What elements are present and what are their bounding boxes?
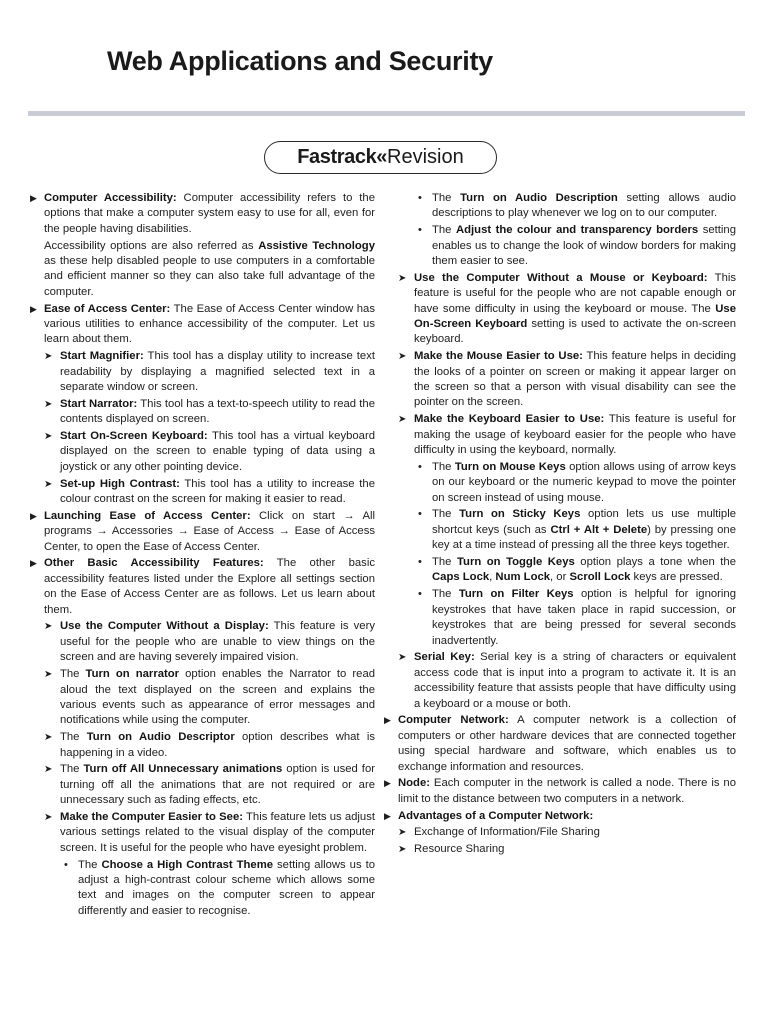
bold-term: Node: <box>398 777 431 790</box>
bold-term: Make the Keyboard Easier to Use: <box>414 413 605 426</box>
body-text: Accessibility options are also referred as <box>44 239 259 252</box>
body-text: Serial key is a string of characters or equivalent access code that is input into a program to activate it. It is an accessibility feature that assists people that have difficulty using a keyboard or a mouse or both. <box>414 651 737 710</box>
list-item <box>30 730 375 761</box>
bold-term: Use On-Screen Keyboard <box>414 302 736 331</box>
bold-term: Launching Ease of Access Center: <box>44 509 251 522</box>
bold-term: Adjust the colour and transparency borders <box>455 224 699 237</box>
body-text: This feature lets us adjust various settings related to the visual display of the computer screen. It is useful for the people who have eyesight problem. <box>60 810 375 854</box>
list-item <box>384 776 736 807</box>
body-text: option plays a tone when the <box>574 556 736 569</box>
body-text: The <box>60 763 84 776</box>
list-item <box>384 191 736 222</box>
bold-term: Caps Lock <box>432 571 490 584</box>
list-item <box>384 713 736 775</box>
chevron-bullet-icon: ➤ <box>44 811 53 823</box>
badge-label: Revision <box>387 146 464 168</box>
body-text: The <box>432 508 460 521</box>
bold-term: Turn on Filter Keys <box>458 588 574 601</box>
list-item <box>30 556 375 618</box>
bold-term: Scroll Lock <box>569 571 631 584</box>
dot-bullet-icon: • <box>418 224 422 237</box>
list-item <box>30 397 375 428</box>
bold-term: Make the Computer Easier to See: <box>60 810 244 823</box>
body-text: Exchange of Information/File Sharing <box>414 826 600 839</box>
body-text: This feature is very useful for the people who are unable to view things on the screen and are having severely impaired vision. <box>60 620 375 664</box>
body-text: option enables the Narrator to read aloud the text displayed on the screen and explains the various events such as appearance of error messages and notifications while using the computer. <box>60 668 376 727</box>
chevron-bullet-icon: ➤ <box>398 414 407 426</box>
list-item <box>30 429 375 475</box>
bold-term: Turn on Audio Descriptor <box>86 731 235 744</box>
body-text: The <box>432 460 455 473</box>
list-item <box>384 587 736 649</box>
triangle-bullet-icon: ▶ <box>384 778 391 789</box>
list-item <box>30 858 375 920</box>
bold-term: Advantages of a Computer Network: <box>398 809 594 822</box>
bold-term: Num Lock <box>495 571 551 584</box>
bold-term: Start Magnifier: <box>60 350 144 363</box>
list-item <box>30 302 375 348</box>
chevron-bullet-icon: ➤ <box>398 827 407 839</box>
body-text: A computer network is a collection of computers or other hardware devices that are connected together using special hardware and software, which enables us to exchange information and resources. <box>398 714 736 773</box>
body-text: This tool has a display utility to increase text readability by displaying a magnified selected text in a separate window or screen. <box>60 350 375 394</box>
body-text: The <box>78 858 102 871</box>
chevron-bullet-icon: ➤ <box>44 621 53 633</box>
bold-term: Choose a High Contrast Theme <box>101 858 274 871</box>
body-text: This tool has a text-to-speech utility to read the contents displayed on screen. <box>60 397 375 426</box>
list-item <box>30 477 375 508</box>
body-text: Click on start → All programs → Accessories → Ease of Access → Ease of Access Center, to open the Ease of Access Center. <box>44 509 376 553</box>
body-text: keys are pressed. <box>630 571 723 584</box>
chevron-bullet-icon: ➤ <box>44 431 53 443</box>
body-text: Resource Sharing <box>414 843 505 856</box>
chevron-bullet-icon: ➤ <box>398 652 407 664</box>
list-item <box>30 509 375 555</box>
bold-term: Computer Network: <box>398 714 509 727</box>
body-text: option is used for turning off all the animations that are not required or are unnecessary such as fading effects, etc. <box>60 763 375 807</box>
bold-term: Turn on Mouse Keys <box>454 460 566 473</box>
bold-term: Set-up High Contrast: <box>60 477 180 490</box>
body-text: setting enables us to change the look of window borders for making them easier to see. <box>432 224 736 268</box>
bold-term: Turn off All Unnecessary animations <box>83 763 283 776</box>
body-text: ) by pressing one key at a time instead of pressing all the three keys together. <box>432 523 736 552</box>
list-item <box>30 810 375 856</box>
dot-bullet-icon: • <box>418 192 422 204</box>
triangle-bullet-icon: ▶ <box>30 303 37 314</box>
body-text: The <box>432 588 459 601</box>
body-text: The <box>432 192 461 204</box>
body-text: The Ease of Access Center window has various utilities to enhance accessibility of the computer. Let us learn about them. <box>44 302 375 346</box>
body-text: as these help disabled people to use computers in a comfortable and efficient manner so they can also take full advantage of the computer. <box>44 255 375 298</box>
chevron-bullet-icon: ➤ <box>44 478 53 490</box>
body-text: This tool has a utility to increase the colour contrast on the screen for making it easier to read. <box>60 477 375 506</box>
body-text: The <box>60 668 86 681</box>
list-item <box>30 667 375 729</box>
list-item <box>30 619 375 665</box>
body-text: This feature is useful for making the usage of keyboard easier for the people who have difficulty in using the keyboard, normally. <box>414 413 736 457</box>
bold-term: Assistive Technology <box>258 239 375 252</box>
body-text: The other basic accessibility features listed under the Explore all settings section on the Ease of Access Center are as follows. Let us learn about them. <box>44 557 375 616</box>
bold-term: Turn on Toggle Keys <box>456 556 575 569</box>
body-text: setting allows audio descriptions to play whenever we log on to our computer. <box>432 192 737 220</box>
list-item <box>384 349 736 411</box>
list-item <box>384 825 736 840</box>
body-text: setting is used to activate the on-screen keyboard. <box>414 318 737 346</box>
list-item <box>384 412 736 458</box>
body-text: This feature helps in deciding the looks of a pointer on screen or making it appear larger on the screen so that a person with visual disability can see the pointer on the screen. <box>414 350 736 409</box>
list-item <box>384 507 736 553</box>
list-item <box>30 191 375 237</box>
list-item <box>384 809 736 824</box>
bold-term: Computer Accessibility: <box>44 192 177 204</box>
bold-term: Use the Computer Without a Mouse or Keyboard: <box>414 271 708 284</box>
body-text: This tool has a virtual keyboard displayed on the screen to enable typing of data using a joystick or any other pointing device. <box>60 430 375 473</box>
bold-term: Make the Mouse Easier to Use: <box>414 350 583 363</box>
bold-term: Turn on Audio Description <box>460 192 618 204</box>
body-text: option is helpful for ignoring keystrokes that have taken place in rapid succession, or keystrokes that are being pressed for several seconds inadvertently. <box>432 588 736 647</box>
dot-bullet-icon: • <box>418 588 422 601</box>
list-item <box>384 842 736 857</box>
chevron-bullet-icon: ➤ <box>398 272 407 284</box>
body-text: Each computer in the network is called a node. There is no limit to the distance between two computers in a network. <box>398 777 736 805</box>
list-item <box>384 271 736 348</box>
badge-brand: Fastrack« <box>297 146 388 168</box>
triangle-bullet-icon: ▶ <box>30 193 37 203</box>
triangle-bullet-icon: ▶ <box>30 510 37 521</box>
list-item <box>30 762 375 808</box>
bold-term: Ctrl + Alt + Delete <box>550 523 648 536</box>
body-text: This feature is useful for the people who are not capable enough or have some difficulty in using the keyboard or mouse. The <box>414 271 737 315</box>
dot-bullet-icon: • <box>418 460 422 473</box>
body-text: The <box>60 731 87 744</box>
page-title: Web Applications and Security <box>107 46 493 76</box>
dot-bullet-icon: • <box>418 556 422 569</box>
body-text: Computer accessibility refers to the options that make a computer system easy to use for all, even for the people having disabilities. <box>44 192 375 235</box>
dot-bullet-icon: • <box>418 508 422 521</box>
body-text: , or <box>550 571 570 584</box>
body-text: setting allows us to adjust a high-contrast colour scheme which allows some text and images on the computer screen to appear differently and easier to recognise. <box>78 858 375 917</box>
chevron-bullet-icon: ➤ <box>44 669 53 681</box>
body-text: The <box>432 556 457 569</box>
chevron-bullet-icon: ➤ <box>44 351 53 363</box>
chevron-bullet-icon: ➤ <box>398 844 407 856</box>
body-text: option describes what is happening in a video. <box>60 731 375 759</box>
body-text: , <box>489 571 496 584</box>
list-item <box>384 460 736 506</box>
bold-term: Turn on narrator <box>85 668 180 681</box>
dot-bullet-icon: • <box>64 858 68 871</box>
triangle-bullet-icon: ▶ <box>30 558 37 569</box>
body-text: option allows using of arrow keys on our keyboard or the numeric keypad to move the pointer on screen instead of using mouse. <box>432 460 736 504</box>
paragraph <box>30 239 375 301</box>
chevron-bullet-icon: ➤ <box>44 764 53 776</box>
bold-term: Turn on Sticky Keys <box>459 508 581 521</box>
header-divider <box>28 111 745 116</box>
chevron-bullet-icon: ➤ <box>44 732 53 744</box>
left-column <box>30 191 375 921</box>
list-item <box>30 349 375 395</box>
fastrack-revision-badge <box>264 141 497 174</box>
bold-term: Use the Computer Without a Display: <box>60 620 269 633</box>
chevron-bullet-icon: ➤ <box>44 398 53 410</box>
triangle-bullet-icon: ▶ <box>384 715 391 726</box>
list-item <box>384 555 736 586</box>
bold-term: Other Basic Accessibility Features: <box>44 557 264 570</box>
bold-term: Serial Key: <box>414 651 475 664</box>
chevron-bullet-icon: ➤ <box>398 351 407 363</box>
right-column <box>384 191 736 859</box>
body-text: The <box>432 224 456 237</box>
bold-term: Start On-Screen Keyboard: <box>60 430 208 443</box>
list-item <box>384 223 736 269</box>
bold-term: Start Narrator: <box>60 397 138 410</box>
list-item <box>384 650 736 712</box>
bold-term: Ease of Access Center: <box>44 302 171 315</box>
body-text: option lets us use multiple shortcut keys (such as <box>432 508 736 536</box>
triangle-bullet-icon: ▶ <box>384 810 391 821</box>
